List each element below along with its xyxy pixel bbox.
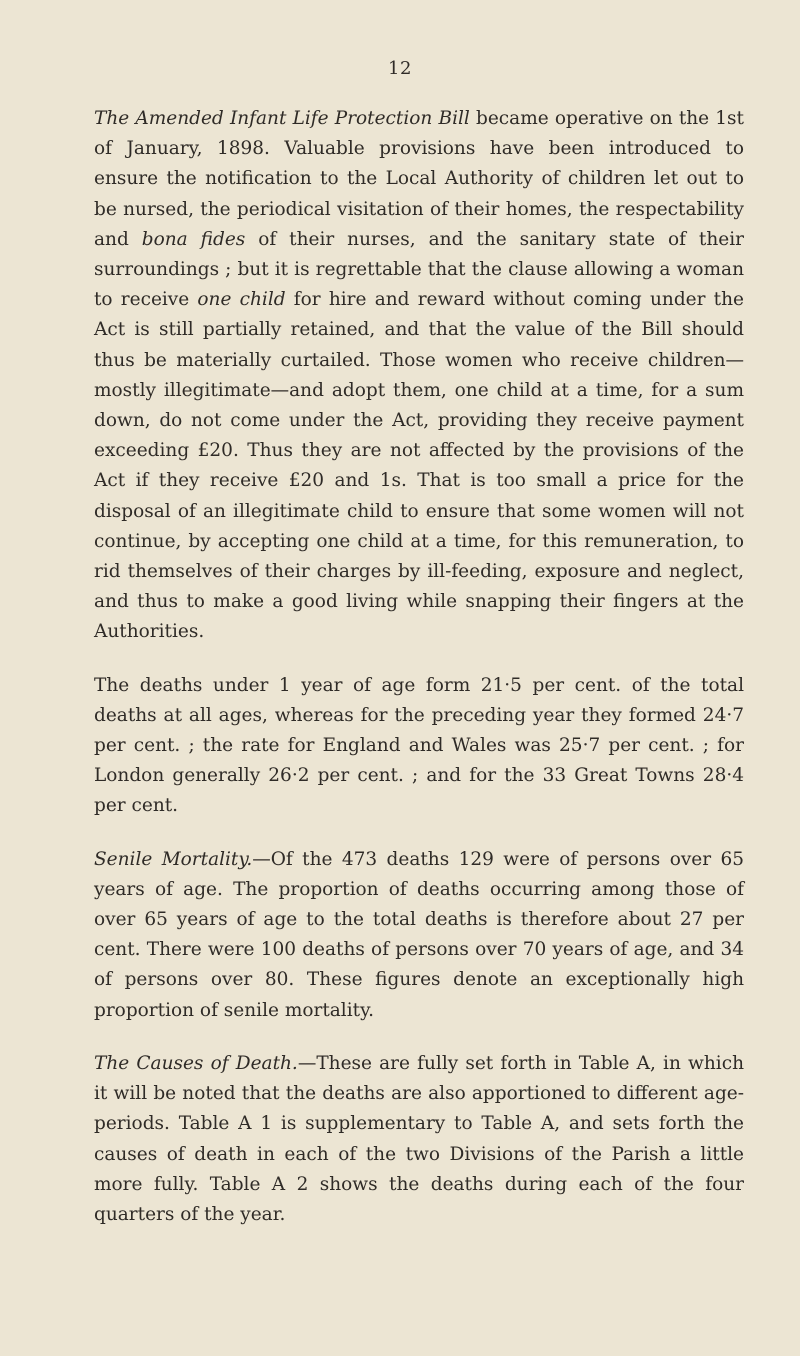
- body-text: [94, 104, 744, 1253]
- paragraph-text: became operative on the 1st of January, 1898. Valuable provisions have been introduced to ensure the notification to the Local Authority of children let out to be nursed, the periodical visitation of their homes, the respectability and: [94, 108, 744, 250]
- paragraph-text: —These are fully set forth in Table A, in which it will be noted that the deaths are also apportioned to different age-periods. Table A 1 is supplementary to Table A, and sets forth the causes of death in each of the two Divisions of the Parish a little more fully. Table A 2 shows the deaths during each of the four quarters of the year.: [94, 1052, 744, 1225]
- paragraph-senile-mortality: [94, 845, 744, 1026]
- paragraph-infant-life-protection: [94, 104, 744, 648]
- paragraph-causes-of-death: [94, 1049, 744, 1230]
- paragraph-text: for hire and reward without coming under the Act is still partially retained, and that the value of the Bill should thus be materially curtailed. Those women who receive children— mostly illegitimate—and adopt them, one child at a time, for a sum down, do not come under the Act, providing they receive payment exceeding £20. Thus they are not affected by the provisions of the Act if they receive £20 and 1s. That is too small a price for the disposal of an illegitimate child to ensure that some women will not continue, by accepting one child at a time, for this remuneration, to rid themselves of their charges by ill-feeding, exposure and neglect, and thus to make a good living while snapping their fingers at the Authorities.: [94, 289, 744, 643]
- page-number: 12: [388, 58, 412, 79]
- bill-title: The Amended Infant Life Protection Bill: [94, 108, 470, 129]
- section-heading: The Causes of Death.: [94, 1052, 298, 1074]
- italic-phrase: bona fides: [141, 228, 246, 250]
- section-heading: Senile Mortality.: [94, 848, 253, 870]
- paragraph-infant-deaths: [94, 671, 744, 822]
- paragraph-text: —Of the 473 deaths 129 were of persons over 65 years of age. The proportion of deaths occurring among those of over 65 years of age to the total deaths is therefore about 27 per cent. There were 100 deaths of persons over 70 years of age, and 34 of persons over 80. These figures denote an exceptionally high proportion of senile mortality.: [94, 848, 744, 1021]
- paragraph-text: of their nurses, and the sanitary state of their surroundings ; but it is regrettable that the clause allowing a woman to receive: [94, 228, 744, 311]
- italic-phrase: one child: [197, 289, 286, 311]
- paragraph-text: The deaths under 1 year of age form 21·5 per cent. of the total deaths at all ages, whereas for the preceding year they formed 24·7 per cent. ; the rate for England and Wales was 25·7 per cent. ; for London generally 26·2 per cent. ; and for the 33 Great Towns 28·4 per cent.: [94, 674, 744, 817]
